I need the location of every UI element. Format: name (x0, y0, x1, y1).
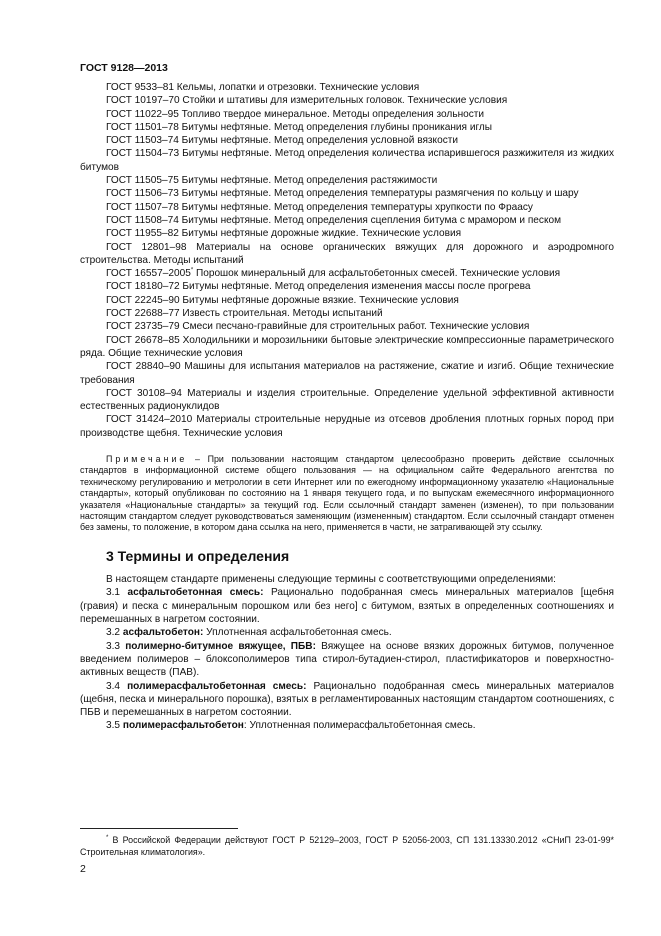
reference-item: ГОСТ 12801–98 Материалы на основе органических вяжущих для дорожного и аэродромного строительства. Методы испытаний (80, 241, 614, 266)
term-definition: Рационально подобранная смесь минеральных материалов [щебня (гравия) и песка с минеральным порошком или без него] с битумом, взятых в определенных соотношениях и перемешанных в нагретом состоянии. (80, 587, 615, 626)
reference-item: ГОСТ 11508–74 Битумы нефтяные. Метод определения сцепления битума с мрамором и песком (106, 214, 562, 226)
reference-item: ГОСТ 22245–90 Битумы нефтяные дорожные вязкие. Технические условия (106, 294, 459, 306)
reference-item: ГОСТ 28840–90 Машины для испытания материалов на растяжение, сжатие и изгиб. Общие технические требования (80, 361, 614, 386)
reference-code: ГОСТ 16557–2005 (106, 268, 191, 280)
reference-item: ГОСТ 18180–72 Битумы нефтяные. Метод определения изменения массы после прогрева (106, 281, 531, 293)
term-item (80, 586, 614, 626)
term-name: асфальтобетонная смесь: (127, 587, 264, 599)
page-number: 2 (80, 863, 86, 875)
reference-item: ГОСТ 11504–73 Битумы нефтяные. Метод определения количества испарившегося разжижителя из жидких битумов (80, 148, 614, 173)
footnote-marker: * (190, 267, 194, 274)
reference-title: Порошок минеральный для асфальтобетонных смесей. Технические условия (193, 268, 561, 280)
reference-item: ГОСТ 11503–74 Битумы нефтяные. Метод определения условной вязкости (106, 135, 458, 147)
reference-item: ГОСТ 11022–95 Топливо твердое минеральное. Методы определения зольности (106, 108, 485, 120)
term-item (80, 626, 614, 639)
term-name: асфальтобетон: (122, 627, 204, 639)
section-intro: В настоящем стандарте применены следующие термины с соответствующими определениями: (106, 574, 556, 586)
footnote-text: В Российской Федерации действуют ГОСТ Р 52129–2003, ГОСТ Р 52056-2003, СП 131.13330.2012 «СНиП 23-01-99* Строительная климатология». (80, 835, 614, 857)
term-definition: Уплотненная асфальтобетонная смесь. (203, 627, 392, 639)
reference-item: ГОСТ 11955–82 Битумы нефтяные дорожные жидкие. Технические условия (106, 228, 462, 240)
term-number: 3.4 (106, 680, 128, 692)
term-number: 3.2 (106, 627, 123, 639)
reference-item: ГОСТ 11507–78 Битумы нефтяные. Метод определения температуры хрупкости по Фраасу (106, 201, 533, 213)
reference-item: ГОСТ 26678–85 Холодильники и морозильники бытовые электрические компрессионные параметрического ряда. Общие технические условия (80, 334, 614, 359)
reference-item: ГОСТ 31424–2010 Материалы строительные нерудные из отсевов дробления плотных горных пород при производстве щебня. Технические условия (80, 414, 614, 439)
reference-item: ГОСТ 30108–94 Материалы и изделия строительные. Определение удельной эффективной активности естественных радионуклидов (80, 387, 614, 413)
term-number: 3.3 (106, 640, 126, 652)
reference-item: ГОСТ 22688–77 Известь строительная. Методы испытаний (106, 308, 383, 320)
term-definition: : Уплотненная полимерасфальтобетонная смесь. (243, 720, 476, 732)
footnote-divider (80, 828, 238, 829)
reference-item: ГОСТ 9533–81 Кельмы, лопатки и отрезовки. Технические условия (106, 82, 420, 93)
term-definition: Вяжущее на основе вязких дорожных битумов, полученное введением полимеров – блоксополимеров типа стирол-бутадиен-стирол, пластификаторов и поверхностно-активных веществ (ПАВ). (80, 640, 614, 679)
footnote-marker: * (106, 835, 109, 842)
document-header: ГОСТ 9128—2013 (80, 62, 168, 74)
term-item (80, 640, 614, 680)
term-item (80, 680, 614, 720)
term-name: полимерасфальтобетонная смесь: (127, 680, 307, 692)
document-body (80, 81, 614, 733)
reference-item (80, 267, 614, 280)
note-block (80, 454, 614, 534)
reference-item: ГОСТ 11506–73 Битумы нефтяные. Метод определения температуры размягчения по кольцу и шару (106, 188, 579, 200)
references-list (80, 81, 614, 440)
term-number: 3.5 (106, 720, 123, 732)
section-title: 3 Термины и определения (106, 547, 290, 564)
term-name: полимерасфальтобетон (122, 720, 244, 732)
note-text: – При пользовании настоящим стандартом целесообразно проверить действие ссылочных стандартов в информационной системе общего пользования — на официальном сайте Федерального агентства по техническому регулированию и метрологии в сети Интернет или по ежегодному информационному указателю «Национальные стандарты», который опубликован по состоянию на 1 января текущего года, и по выпускам ежемесячного информационного указателя «Национальные стандарты» за текущий год. Если ссылочный стандарт заменен (изменен), то при пользовании настоящим стандартом следует руководствоваться заменяющим (измененным) стандартом. Если ссылочный стандарт отменен без замены, то положение, в котором дана ссылка на него, применяется в части, не затрагивающей эту ссылку. (80, 454, 614, 533)
reference-item: ГОСТ 11501–78 Битумы нефтяные. Метод определения глубины проникания иглы (106, 121, 493, 133)
reference-item: ГОСТ 11505–75 Битумы нефтяные. Метод определения растяжимости (106, 175, 438, 187)
term-name: полимерно-битумное вяжущее, ПБВ: (125, 640, 316, 652)
term-definition: Рационально подобранная смесь минеральных материалов (щебня, песка и минерального порошка), взятых в регламентированных настоящим стандартом соотношениях, с ПБВ и перемешанных в нагретом состоянии. (80, 680, 614, 719)
reference-item: ГОСТ 10197–70 Стойки и штативы для измерительных головок. Технические условия (106, 95, 508, 107)
reference-item: ГОСТ 23735–79 Смеси песчано-гравийные для строительных работ. Технические условия (106, 321, 530, 333)
note-label: Примечание (106, 454, 188, 465)
terms-list (80, 573, 614, 733)
footnote (80, 835, 614, 858)
term-item (80, 719, 614, 732)
term-number: 3.1 (106, 587, 128, 599)
